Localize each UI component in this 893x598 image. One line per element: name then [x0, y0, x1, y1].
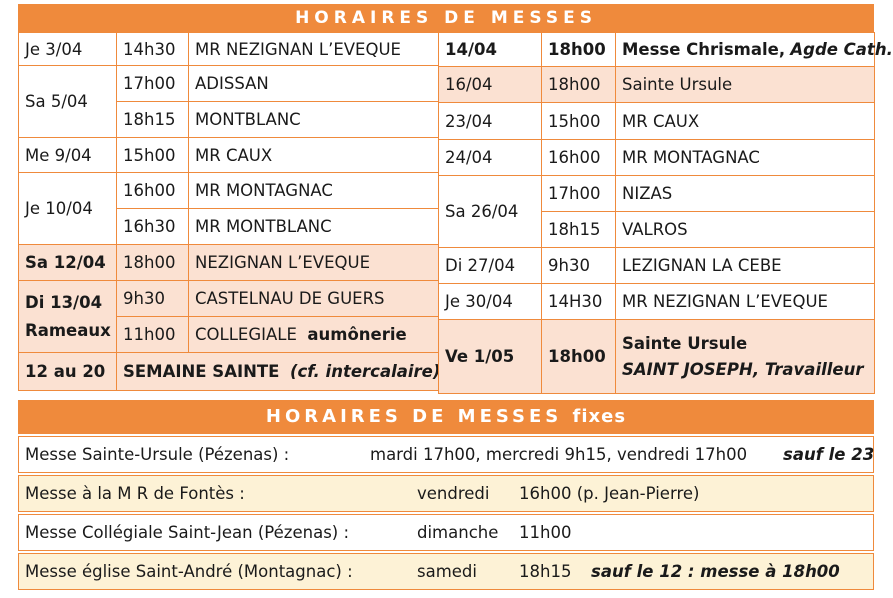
- table-row: [439, 248, 875, 284]
- place-note: Agde Cath.: [790, 40, 893, 59]
- table-row: [19, 66, 439, 102]
- fixed-note: sauf le 12 : messe à 18h00: [591, 562, 840, 581]
- date-cell: Sa 12/04: [19, 245, 117, 281]
- place-text: SEMAINE SAINTE: [123, 362, 280, 381]
- time-cell: 15h00: [117, 138, 189, 173]
- time-cell: 9h30: [117, 281, 189, 317]
- fixed-schedule-header: [18, 400, 874, 434]
- place-cell: LEZIGNAN LA CEBE: [616, 248, 875, 284]
- place-note: (cf. intercalaire): [289, 362, 441, 381]
- time-cell: 17h00: [542, 176, 616, 212]
- place-note-suffix: , Travailleur: [752, 359, 864, 379]
- table-row: [439, 140, 875, 176]
- place-cell: NIZAS: [616, 176, 875, 212]
- table-row: [439, 67, 875, 103]
- fixed-note: sauf le 23: [783, 445, 875, 464]
- place-cell: MR NEZIGNAN L’EVEQUE: [189, 33, 439, 66]
- table-row: [439, 33, 875, 67]
- date-note: Rameaux: [25, 320, 111, 340]
- fixed-time: 11h00: [519, 523, 572, 542]
- schedule-table-right: [438, 32, 893, 394]
- fixed-header-suffix: fixes: [572, 406, 627, 427]
- place-cell: MR NEZIGNAN L’EVEQUE: [616, 284, 875, 320]
- place-cell: MR CAUX: [616, 103, 875, 140]
- fixed-label: Messe église Saint-André (Montagnac) :: [25, 562, 353, 581]
- table-row: [19, 33, 439, 66]
- fixed-time: 18h15: [519, 562, 572, 581]
- time-cell: 16h30: [117, 209, 189, 245]
- fixed-day: samedi: [417, 562, 477, 581]
- place-note-saint: SAINT JOSEPH: [622, 359, 753, 379]
- time-cell: 17h00: [117, 66, 189, 102]
- date-line: Di 13/04: [25, 292, 103, 312]
- fixed-schedule: mardi 17h00, mercredi 9h15, vendredi 17h00: [370, 445, 748, 464]
- date-cell: Sa 26/04: [439, 176, 542, 248]
- date-cell: 24/04: [439, 140, 542, 176]
- table-row: [439, 176, 875, 212]
- time-cell: 16h00: [542, 140, 616, 176]
- time-cell: 18h15: [117, 102, 189, 138]
- schedule-table-left: [18, 32, 439, 391]
- table-row: [439, 103, 875, 140]
- place-cell: ADISSAN: [189, 66, 439, 102]
- table-row: [439, 284, 875, 320]
- fixed-time: 16h00 (p. Jean-Pierre): [519, 484, 700, 503]
- place-cell: [189, 317, 439, 353]
- fixed-row: [18, 553, 874, 590]
- place-note: aumônerie: [307, 325, 407, 344]
- time-cell: 14H30: [542, 284, 616, 320]
- place-text: Messe Chrismale,: [622, 40, 786, 59]
- time-cell: 18h15: [542, 212, 616, 248]
- place-cell: Sainte Ursule: [616, 67, 875, 103]
- place-text: COLLEGIALE: [195, 325, 297, 344]
- table-row: [19, 353, 439, 391]
- date-cell: Ve 1/05: [439, 320, 542, 394]
- time-cell: 15h00: [542, 103, 616, 140]
- time-cell: 16h00: [117, 173, 189, 209]
- time-cell: 18h00: [542, 67, 616, 103]
- fixed-row: [18, 436, 874, 473]
- place-cell: MR CAUX: [189, 138, 439, 173]
- fixed-header-main: HORAIRES DE MESSES: [265, 406, 563, 427]
- date-cell: Je 10/04: [19, 173, 117, 245]
- time-cell: 11h00: [117, 317, 189, 353]
- place-cell: [616, 320, 875, 394]
- date-cell: Me 9/04: [19, 138, 117, 173]
- fixed-row: [18, 514, 874, 551]
- date-cell: 16/04: [439, 67, 542, 103]
- place-cell: MONTBLANC: [189, 102, 439, 138]
- table-row: [19, 173, 439, 209]
- date-cell: Je 30/04: [439, 284, 542, 320]
- place-cell: [616, 33, 893, 67]
- time-cell: 18h00: [542, 320, 616, 394]
- table-row: [19, 138, 439, 173]
- date-cell: Di 27/04: [439, 248, 542, 284]
- place-note: [622, 357, 868, 383]
- place-cell: NEZIGNAN L’EVEQUE: [189, 245, 439, 281]
- place-cell: MR MONTAGNAC: [189, 173, 439, 209]
- table-row: [19, 281, 439, 317]
- place-text: Sainte Ursule: [622, 333, 748, 353]
- time-cell: 9h30: [542, 248, 616, 284]
- time-cell: 18h00: [542, 33, 616, 67]
- fixed-day: dimanche: [417, 523, 499, 542]
- time-cell: 14h30: [117, 33, 189, 66]
- fixed-label: Messe Sainte-Ursule (Pézenas) :: [25, 445, 290, 464]
- place-cell: MR MONTAGNAC: [616, 140, 875, 176]
- fixed-day: vendredi: [417, 484, 490, 503]
- place-cell: [117, 353, 439, 391]
- fixed-label: Messe à la M R de Fontès :: [25, 484, 245, 503]
- table-row: [439, 320, 875, 394]
- date-cell: Sa 5/04: [19, 66, 117, 138]
- fixed-label: Messe Collégiale Saint-Jean (Pézenas) :: [25, 523, 350, 542]
- table-row: [19, 245, 439, 281]
- time-cell: 18h00: [117, 245, 189, 281]
- place-cell: MR MONTBLANC: [189, 209, 439, 245]
- date-cell: [19, 281, 117, 353]
- date-cell: Je 3/04: [19, 33, 117, 66]
- place-cell: CASTELNAU DE GUERS: [189, 281, 439, 317]
- fixed-row: [18, 475, 874, 512]
- place-cell: VALROS: [616, 212, 875, 248]
- date-cell: 23/04: [439, 103, 542, 140]
- date-cell: 12 au 20: [19, 353, 117, 391]
- date-cell: 14/04: [439, 33, 542, 67]
- schedule-header: HORAIRES DE MESSES: [18, 4, 874, 32]
